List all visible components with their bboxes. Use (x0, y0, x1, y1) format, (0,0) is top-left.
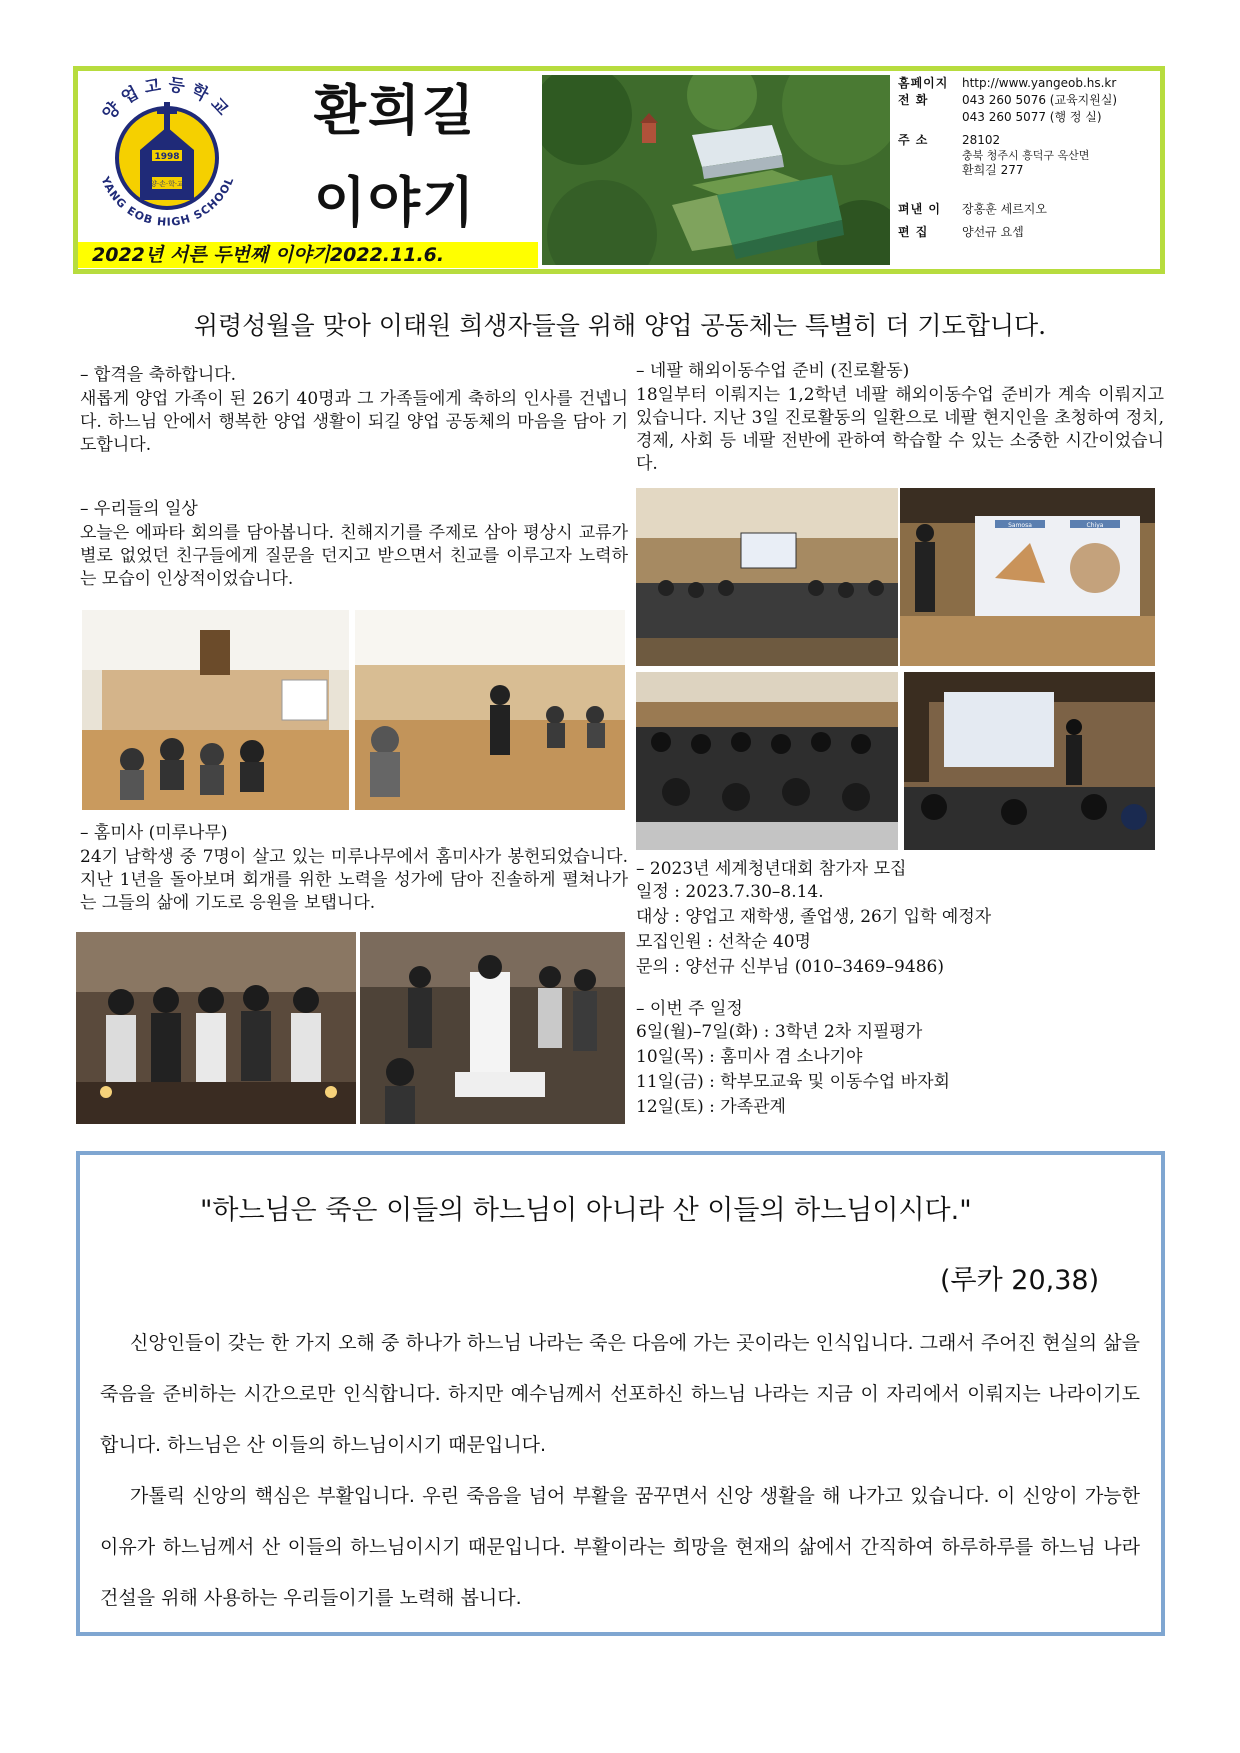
slide-label-right: Chiya (1086, 522, 1104, 529)
logo-year: 1998 (154, 152, 180, 162)
info-value: 043 260 5076 (교육지원실) (962, 93, 1118, 107)
info-value: 환희길 277 (962, 163, 1024, 177)
wyd-line: 문의 : 양선규 신부님 (010–3469–9486) (636, 957, 944, 977)
issue-label: 2022년 서른 두번째 이야기2022.11.6. (92, 244, 445, 266)
campus-aerial-photo (542, 75, 890, 265)
photo-nepal-4 (904, 672, 1155, 850)
scripture-quote: "하느님은 죽은 이들의 하느님이 아니라 산 이들의 하느님이시다." (200, 1195, 972, 1226)
info-key: 홈페이지 (898, 76, 949, 90)
newsletter-title-line1: 환희길 (313, 79, 477, 142)
info-value: 28102 (962, 133, 1001, 147)
info-value: 양선규 요셉 (962, 225, 1024, 239)
section-title-daily: – 우리들의 일상 (80, 499, 198, 519)
wyd-line: 일정 : 2023.7.30–8.14. (636, 882, 824, 902)
reflection-paragraph-1: 신앙인들이 갖는 한 가지 오해 중 하나가 하느님 나라는 죽은 다음에 가는 곳이라는 인식입니다. 그래서 주어진 현실의 삶을 죽음을 준비하는 시간으로만 인식합니다. 하지만 예수님께서 선포하신 하느님 나라는 지금 이 자리에서 이뤄지는 나라이기도 합니다. 하느님은 산 이들의 하느님이시기 때문입니다. (100, 1332, 1140, 1456)
section-body-nepal: 18일부터 이뤄지는 1,2학년 네팔 해외이동수업 준비가 계속 이뤄지고 있습니다. 지난 3일 진로활동의 일환으로 네팔 현지인을 초청하여 정치, 경제, 사회 등 네팔 전반에 관하여 학습할 수 있는 소중한 시간이었습니다. (636, 385, 1164, 474)
photo-nepal-1 (636, 488, 898, 666)
photo-homemass-1 (76, 932, 356, 1124)
logo-motto: 양·손·학·교 (150, 180, 184, 188)
info-value: 043 260 5077 (행 정 실) (962, 110, 1102, 124)
info-row (898, 202, 1160, 217)
photo-nepal-3 (636, 672, 898, 850)
info-key: 주 소 (898, 133, 929, 147)
schedule-item: 10일(목) : 홈미사 겸 소나기야 (636, 1047, 863, 1067)
info-row (898, 93, 1160, 108)
section-title-nepal: – 네팔 해외이동수업 준비 (진로활동) (636, 361, 910, 381)
info-value: 장홍훈 세르지오 (962, 202, 1047, 216)
info-key: 전 화 (898, 93, 929, 107)
logo-top-text: 양업고등학교 (98, 74, 237, 125)
info-row (898, 225, 1160, 240)
info-row (898, 110, 1160, 125)
section-title-wyd: – 2023년 세계청년대회 참가자 모집 (636, 859, 907, 879)
schedule-list (636, 1020, 1164, 1120)
info-row (898, 148, 1160, 163)
section-title-homemass: – 홈미사 (미루나무) (80, 823, 228, 843)
section-title-schedule: – 이번 주 일정 (636, 999, 743, 1019)
info-row (898, 163, 1160, 178)
photo-nepal-2 (900, 488, 1155, 666)
logo-bottom-text: YANG EOB HIGH SCHOOL (98, 174, 237, 229)
wyd-line: 모집인원 : 선착순 40명 (636, 932, 811, 952)
section-body-admission: 새롭게 양업 가족이 된 26기 40명과 그 가족들에게 축하의 인사를 건넵니다. 하느님 안에서 행복한 양업 생활이 되길 양업 공동체의 마음을 담아 기도합니다. (80, 389, 628, 455)
schedule-item: 11일(금) : 학부모교육 및 이동수업 바자회 (636, 1072, 950, 1092)
contact-info (898, 76, 1160, 242)
wyd-line: 대상 : 양업고 재학생, 졸업생, 26기 입학 예정자 (636, 907, 992, 927)
newsletter-title-line2: 이야기 (313, 171, 477, 234)
scripture-reference: (루카 20,38) (940, 1265, 1100, 1296)
headline: 위령성월을 맞아 이태원 희생자들을 위해 양업 공동체는 특별히 더 기도합니다. (193, 311, 1047, 340)
info-key: 펴낸 이 (898, 202, 941, 216)
wyd-details (636, 880, 1164, 980)
reflection-paragraph-2: 가톨릭 신앙의 핵심은 부활입니다. 우린 죽음을 넘어 부활을 꿈꾸면서 신앙 생활을 해 나가고 있습니다. 이 신앙이 가능한 이유가 하느님께서 산 이들의 하느님이시기 때문입니다. 부활이라는 희망을 현재의 삶에서 간직하여 하루하루를 하느님 나라 건설을 위해 사용하는 우리들이기를 노력해 봅니다. (100, 1485, 1140, 1609)
photo-meeting-1 (82, 610, 349, 810)
photo-homemass-2 (360, 932, 625, 1124)
section-body-daily: 오늘은 에파타 회의를 담아봅니다. 친해지기를 주제로 삼아 평상시 교류가 별로 없었던 친구들에게 질문을 던지고 받으면서 친교를 이루고자 노력하는 모습이 인상적이었습니다. (80, 523, 628, 589)
section-title-admission: – 합격을 축하합니다. (80, 365, 237, 385)
section-body-homemass: 24기 남학생 중 7명이 살고 있는 미루나무에서 홈미사가 봉헌되었습니다. 지난 1년을 돌아보며 회개를 위한 노력을 성가에 담아 진솔하게 펼쳐나가는 그들의 삶에 기도로 응원을 보탭니다. (80, 847, 628, 913)
info-row (898, 76, 1160, 91)
schedule-item: 12일(토) : 가족관계 (636, 1097, 786, 1117)
info-key (898, 163, 962, 178)
slide-label-left: Samosa (1008, 522, 1032, 529)
school-logo (80, 72, 255, 240)
info-key (898, 148, 962, 163)
info-row (898, 133, 1160, 148)
info-value: 충북 청주시 흥덕구 옥산면 (962, 149, 1090, 162)
info-key: 편 집 (898, 225, 929, 239)
info-key (898, 110, 962, 125)
photo-meeting-2 (355, 610, 625, 810)
homepage-link[interactable]: http://www.yangeob.hs.kr (962, 76, 1117, 90)
schedule-item: 6일(월)–7일(화) : 3학년 2차 지필평가 (636, 1022, 923, 1042)
